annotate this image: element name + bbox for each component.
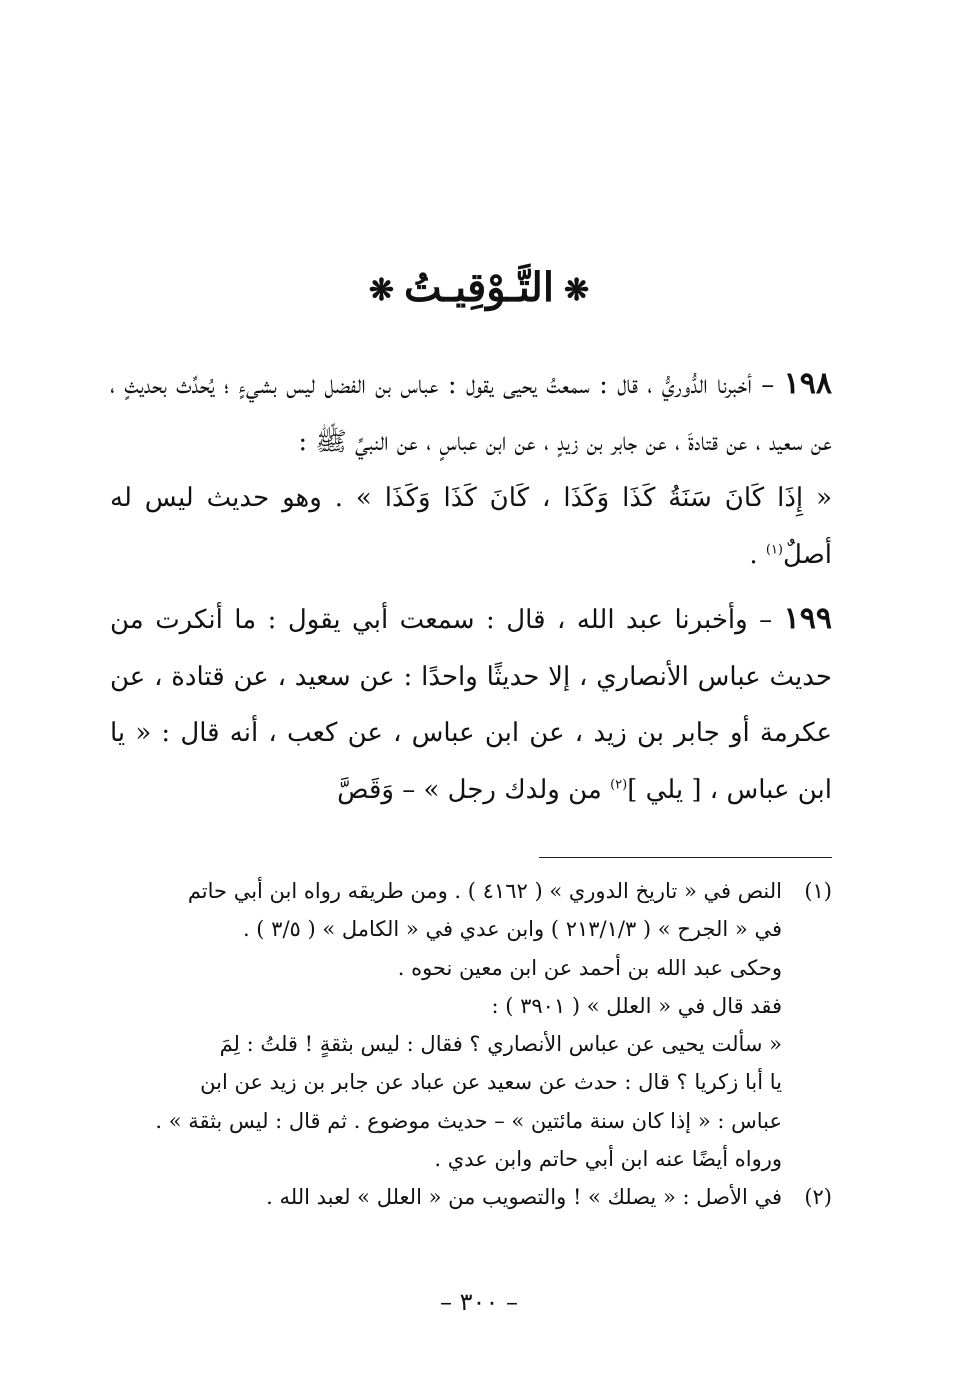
chapter-title [0,258,958,321]
entry-tail: . [749,539,766,570]
footnotes [110,872,832,1217]
entry-quote-line [110,470,832,583]
footnote-1 [110,872,832,1178]
entry-tail: من ولدك رجل » – وَقَصَّ [337,774,611,805]
hadith-entry-198 [110,356,832,583]
hadith-entry-199 [110,591,832,818]
main-text [110,356,832,818]
chapter-title-text: التَّـوْقِيـتُ [404,264,554,311]
footnote-line: في « الجرح » ( ٢١٣/١/٣ ) وابن عدي في « الكامل » ( ٣/٥ ) . [242,917,782,942]
entry-quote: « إِذَا كَانَ سَنَةُ كَذَا وَكَذَا ، كَانَ كَذَا وَكَذَا » . وهو حديث ليس له أصلٌ [110,483,832,570]
footnote-line: في الأصل : « يصلك » ! والتصويب من « العلل » لعبد الله . [266,1185,782,1210]
entry-number: ١٩٩ [783,601,833,636]
ornament-star-icon: ❋ [563,273,590,308]
footnote-line: ورواه أيضًا عنه ابن أبي حاتم وابن عدي . [434,1147,782,1172]
footnote-2 [110,1178,832,1216]
entry-number: ١٩٨ [783,366,832,401]
footnote-line: عباس : « إذا كان سنة مائتين » – حديث موضوع . ثم قال : ليس بثقة » . [155,1108,782,1133]
footnote-line: « سألت يحيى عن عباس الأنصاري ؟ فقال : ليس بثقةٍ ! قلتُ : لِمَ [219,1032,782,1057]
footnote-divider [539,857,832,858]
footnote-line: وحكى عبد الله بن أحمد عن ابن معين نحوه . [397,955,782,980]
entry-text: – أخبرنا الدُّوريُّ ، قال : سمعتُ يحيى يقول : عباس بن الفضل ليس بشيءٍ ؛ يُحدِّث بحديثٍ ، عن سعيد ، عن قتادةَ ، عن جابر بن زيدٍ ، عن ابن عباسٍ ، عن النبيِّ ﷺ : [110,370,832,457]
footnote-mark: (٢) [804,1185,832,1210]
entry-text: – وأخبرنا عبد الله ، قال : سمعت أبي يقول : ما أنكرت من حديث عباس الأنصاري ، إلا حديثًا واحدًا : عن سعيد ، عن قتادة ، عن عكرمة أو جابر بن زيد ، عن ابن عباس ، عن كعب ، أنه قال : « يا ابن عباس ، [ يلي ] [110,605,832,805]
footnote-line: يا أبا زكريا ؟ قال : حدث عن سعيد عن عباد عن جابر بن زيد عن ابن [200,1070,782,1095]
ornament-star-icon: ❋ [368,273,395,308]
footnote-line: النص في « تاريخ الدوري » ( ٤١٦٢ ) . ومن طريقه رواه ابن أبي حاتم [187,879,782,903]
footnote-ref[interactable]: (٢) [610,776,628,792]
footnote-ref[interactable]: (١) [765,541,783,557]
page-number: – ٣٠٠ – [440,1288,518,1316]
footnote-mark: (١) [804,879,832,903]
footnote-line: فقد قال في « العلل » ( ٣٩٠١ ) : [491,993,782,1018]
